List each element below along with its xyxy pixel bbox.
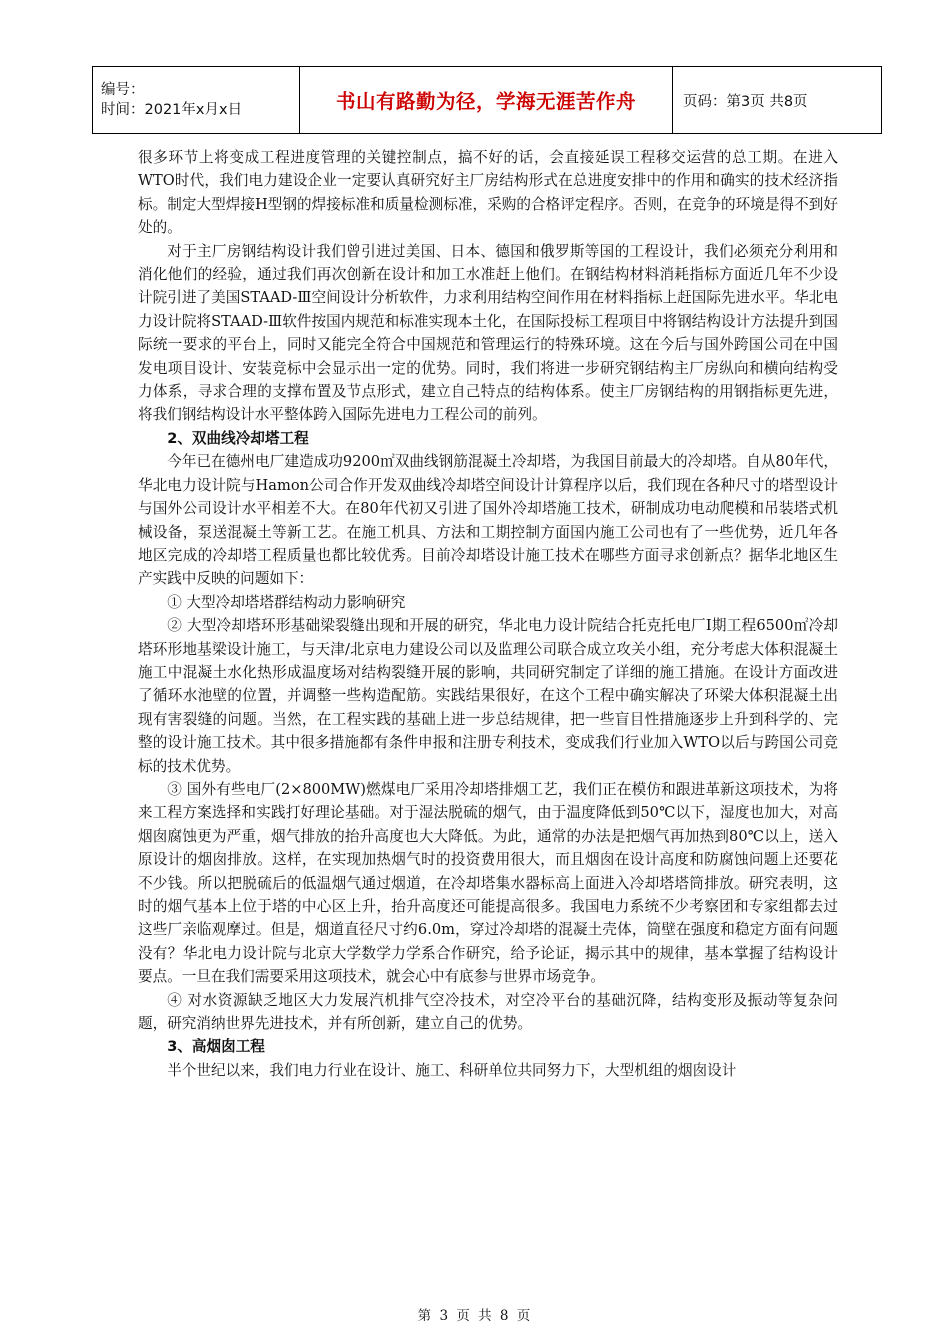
document-header <box>92 66 882 134</box>
section-heading-chimney: 3、高烟囱工程 <box>167 1038 265 1056</box>
paragraph-continued: 很多环节上将变成工程进度管理的关键控制点，搞不好的话，会直接延误工程移交运营的总工期。在进入WTO时代，我们电力建设企业一定要认真研究好主厂房结构形式在总进度安排中的作用和确实的技术经济指标。制定大型焊接H型钢的焊接标准和质量检测标准，采购的合格评定程序。否则，在竞争的环境是得不到好处的。 <box>138 149 838 237</box>
time-label: 时间：2021年x月x日 <box>101 102 243 118</box>
page-footer: 第 3 页 共 8 页 <box>417 1308 533 1324</box>
paragraph-chimney: 半个世纪以来，我们电力行业在设计、施工、科研单位共同努力下，大型机组的烟囱设计 <box>167 1061 737 1079</box>
list-item-2: ② 大型冷却塔环形基础梁裂缝出现和开展的研究，华北电力设计院结合托克托电厂Ⅰ期工程6500㎡冷却塔环形地基梁设计施工，与天津/北京电力建设公司以及监理公司联合成立攻关小组，充分考虑大体积混凝土施工中混凝土水化热形成温度场对结构裂缝开展的影响，共同研究制定了详细的施工措施。在设计方面改进了循环水池壁的位置，并调整一些构造配筋。实践结果很好，在这个工程中确实解决了环梁大体积混凝土出现有害裂缝的问题。当然，在工程实践的基础上进一步总结规律，把一些盲目性措施逐步上升到科学的、完整的设计施工技术。其中很多措施都有条件申报和注册专利技术，变成我们行业加入WTO以后与跨国公司竞标的技术优势。 <box>138 617 838 775</box>
list-item-4: ④ 对水资源缺乏地区大力发展汽机排气空冷技术，对空冷平台的基础沉降，结构变形及振动等复杂问题，研究消纳世界先进技术，并有所创新，建立自己的优势。 <box>138 991 838 1033</box>
header-meta <box>93 67 300 134</box>
number-label: 编号： <box>101 82 145 98</box>
header-page-label: 页码：第3页 共8页 <box>673 67 882 134</box>
header-motto: 书山有路勤为径，学海无涯苦作舟 <box>300 67 673 134</box>
document-body <box>138 146 838 1082</box>
paragraph-cooling-tower: 今年已在德州电厂建造成功9200㎡双曲线钢筋混凝土冷却塔，为我国目前最大的冷却塔。自从80年代，华北电力设计院与Hamon公司合作开发双曲线冷却塔空间设计计算程序以后，我们现在各种尺寸的塔型设计与国外公司设计水平相差不大。在80年代初又引进了国外冷却塔施工技术，研制成功电动爬模和吊装塔式机械设备，泵送混凝土等新工艺。在施工机具、方法和工期控制方面国内施工公司也有了一些优势，近几年各地区完成的冷却塔工程质量也都比较优秀。目前冷却塔设计施工技术在哪些方面寻求创新点？据华北地区生产实践中反映的问题如下： <box>138 453 838 588</box>
list-item-3: ③ 国外有些电厂(2×800MW)燃煤电厂采用冷却塔排烟工艺，我们正在模仿和跟进革新这项技术，为将来工程方案选择和实践打好理论基础。对于湿法脱硫的烟气，由于温度降低到50℃以下，湿度也加大，对高烟囱腐蚀更为严重，烟气排放的抬升高度也大大降低。为此，通常的办法是把烟气再加热到80℃以上，送入原设计的烟囱排放。这样，在实现加热烟气时的投资费用很大，而且烟囱在设计高度和防腐蚀问题上还要花不少钱。所以把脱硫后的低温烟气通过烟道，在冷却塔集水器标高上面进入冷却塔塔筒排放。研究表明，这时的烟气基本上位于塔的中心区上升，抬升高度还可能提高很多。我国电力系统不少考察团和专家组都去过这些厂亲临观摩过。但是，烟道直径尺寸约6.0m，穿过冷却塔的混凝土壳体，筒壁在强度和稳定方面有问题没有？华北电力设计院与北京大学数学力学系合作研究，给予论证，揭示其中的规律，基本掌握了结构设计要点。一旦在我们需要采用这项技术，就会心中有底参与世界市场竞争。 <box>138 780 838 986</box>
list-item-1: ① 大型冷却塔塔群结构动力影响研究 <box>167 593 406 611</box>
paragraph-steel-structure: 对于主厂房钢结构设计我们曾引进过美国、日本、德国和俄罗斯等国的工程设计，我们必须充分利用和消化他们的经验，通过我们再次创新在设计和加工水准赶上他们。在钢结构材料消耗指标方面近几年不少设计院引进了美国STAAD-Ⅲ空间设计分析软件，力求利用结构空间作用在材料指标上赶国际先进水平。华北电力设计院将STAAD-Ⅲ软件按国内规范和标准实现本土化，在国际投标工程项目中将钢结构设计方法提升到国际统一要求的平台上，同时又能完全符合中国规范和管理运行的特殊环境。这在今后与国外跨国公司在中国发电项目设计、安装竞标中会显示出一定的优势。同时，我们将进一步研究钢结构主厂房纵向和横向结构受力体系，寻求合理的支撑布置及节点形式，建立自己特点的结构体系。使主厂房钢结构的用钢指标更先进，将我们钢结构设计水平整体跨入国际先进电力工程公司的前列。 <box>138 242 838 424</box>
section-heading-cooling-tower: 2、双曲线冷却塔工程 <box>167 429 309 447</box>
